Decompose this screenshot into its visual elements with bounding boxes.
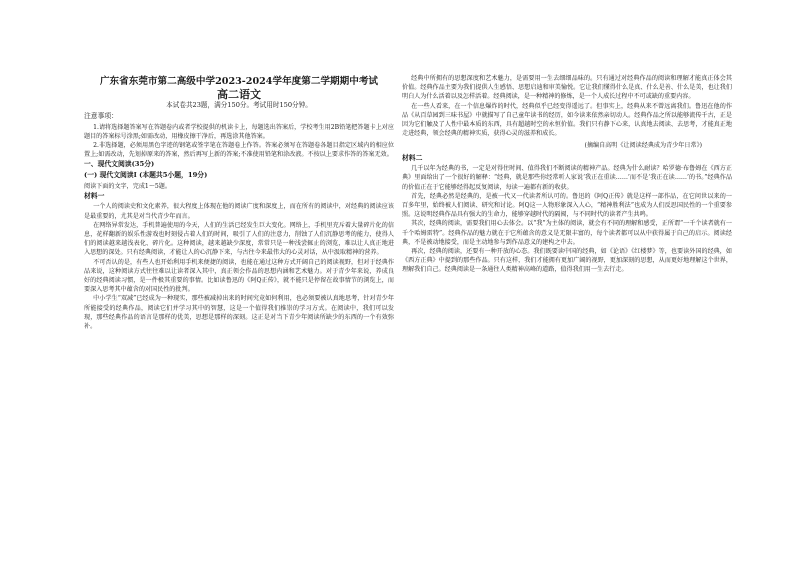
material2-paragraph: 几千以年为经典的书，一定是对得住时间、值得我们不断阅读的精神产品。经典为什么耐读？哈罗德·布鲁姆在《西方正典》里面给出了一个很好的解释：“经典，就是那些你经常听人家说‘我正在重读……’而不是‘我正在读……’的书。”经典作品的价值正在于它能够经得起反复阅读，每读一遍都有新的收获。 [402,165,732,191]
material2-heading: 材料二 [402,153,423,162]
material2-paragraph: 其次，经典的阅读，需要我们用心去体会。以“我”为主体的阅读，就会有不同的理解和感受，正所谓“一千个读者就有一千个哈姆雷特”。经典作品的魅力就在于它所蕴含的意义是无限丰富的，每个读者都可以从中获得属于自己的启示。阅读经典，不是被动地接受，而是主动地参与到作品意义的建构之中去。 [402,220,732,246]
reading-instruction: 阅读下面的文字，完成1～5题。 [84,182,171,190]
exam-info: 本试卷共23题，满分150分。考试用时150分钟。 [166,101,312,109]
notice-1: 1.请将选择题答案写在答题卷内或者学校提供的机读卡上，每题选出答案后，学校考生用2B铅笔把答题卡上对应题目的答案标号涂黑;如需改动，用橡皮擦干净后，再选涂其他答案。 [84,123,394,140]
material1-paragraph: 不可否认的是，有些人也开始利用手机来便捷的阅读，也能在通过这种方式开阔自己的阅读视野，但对于经典作品来说，这种阅读方式往往难以让读者深入其中，真正领会作品的思想内涵和艺术魅力。对于青少年来说，养成良好的经典阅读习惯，是一件极其重要的事情。比如读鲁迅的《阿Q正传》，就不能只是停留在故事情节的浏览上，而要深入思考其中蕴含的对国民性的批判。 [84,258,394,294]
material1-paragraph: 中小学生“双减”已经成为一种现实，那些被减掉出来的时间究竟如何利用，也必须要被认真地思考，针对青少年所能接受的经典作品，阅读它们并学习其中的智慧，这是一个值得我们推崇的学习方式。在阅读中，我们可以发现，那些经典作品的语言是那样的优美，思想是那样的深刻。这正是对当下青少年阅读所缺少的东西的一个有效弥补。 [84,295,394,331]
material1-paragraph: 在一些人看来，在一个信息爆炸的时代，经典似乎已经变得遥远了。但事实上，经典从来不曾远离我们。鲁迅在他的作品《从百草园到三味书屋》中就描写了自己童年读书的经历，如今读来依然亲切动人。经典作品之所以能够流传千古，正是因为它们触及了人性中最本质的东西，具有超越时空的永恒价值。我们只有静下心来，认真地去阅读、去思考，才能真正地走进经典，领会经典的精神实质，获得心灵的滋养和成长。 [402,102,732,138]
exam-title: 广东省东莞市第二高级中学2023-2024学年度第二学期期中考试 [99,76,379,87]
material1-paragraph: 经典中所拥有的思想深度和艺术魅力，是需要用一生去细细品味的。只有通过对经典作品的阅读和理解才能真正体会其价值。经典作品主要为我们提供人生感悟、思想启迪和审美愉悦。它让我们懂得什么是真、什么是善、什么是美，也让我们明白人为什么活着以及怎样活着。经典阅读，是一种精神的修炼，是一个人成长过程中不可或缺的重要内容。 [402,75,732,101]
material1-source: (摘编自高明《让阅读经典成为青少年日常》) [584,142,702,150]
subsection-heading: (一) 现代文阅读Ⅰ (本题共5小题，19分) [84,171,208,179]
notice-2: 2.非选择题，必须用黑色字迹的钢笔或签字笔在答题卷上作答。答案必须写在答题卷各题目指定区域内的相应位置上;如需改动，先划掉原来的答案，然后再写上新的答案;不准使用铅笔和涂改液。不按以上要求作答的答案无效。 [84,142,394,159]
notice-heading: 注意事项： [84,112,118,120]
material1-paragraph: 一个人的阅读史和文化素养，很大程度上体现在他的阅读广度和深度上，而在所有的阅读中，对经典的阅读应该是最重要的，尤其是对当代青少年而言。 [84,203,394,220]
right-column [402,74,732,551]
left-column [84,68,394,551]
material1-paragraph: 在网络异常发达，手机普遍使用的今天，人们的生活已经发生巨大变化。网络上，手机里充斥着大量碎片化的信息，花样翻新的娱乐性游戏也时刻侵占着人们的时间，吸引了人们的注意力，削蚀了人们沉静思考的能力，使得人们的阅读越来越浅表化、碎片化。这种阅读，越来越缺少深度，常常只是一种浅尝辄止的浏览，难以让人真正地进入思想的深处。只有经典阅读，才能让人的心沉静下来，与古往今来最伟大的心灵对话，从中汲取精神的营养。 [84,221,394,257]
material2-paragraph: 再次，经典的阅读，还要有一种开放的心态。我们既要读中国的经典，如《论语》《红楼梦》等，也要读外国的经典，如《西方正典》中提到的那些作品。只有这样，我们才能拥有更加广阔的视野，更加深刻的思想，从而更好地理解这个世界，理解我们自己。经典阅读是一条通往人类精神高峰的道路，值得我们用一生去行走。 [402,248,732,274]
section-heading: 一、现代文阅读(35分) [84,160,155,169]
material1-heading: 材料一 [84,191,105,200]
material2-paragraph: 首先，经典必然是经典的，是被一代又一代读者所认可的。鲁迅的《阿Q正传》就是这样一部作品，在它问世以来的一百多年里，始终被人们阅读、研究和讨论。阿Q这一人物形象深入人心，“精神胜利法”也成为人们反思国民性的一个重要参照。这说明经典作品具有强大的生命力，能够穿越时代的隔阂，与不同时代的读者产生共鸣。 [402,192,732,219]
exam-subject: 高二语文 [217,88,261,101]
